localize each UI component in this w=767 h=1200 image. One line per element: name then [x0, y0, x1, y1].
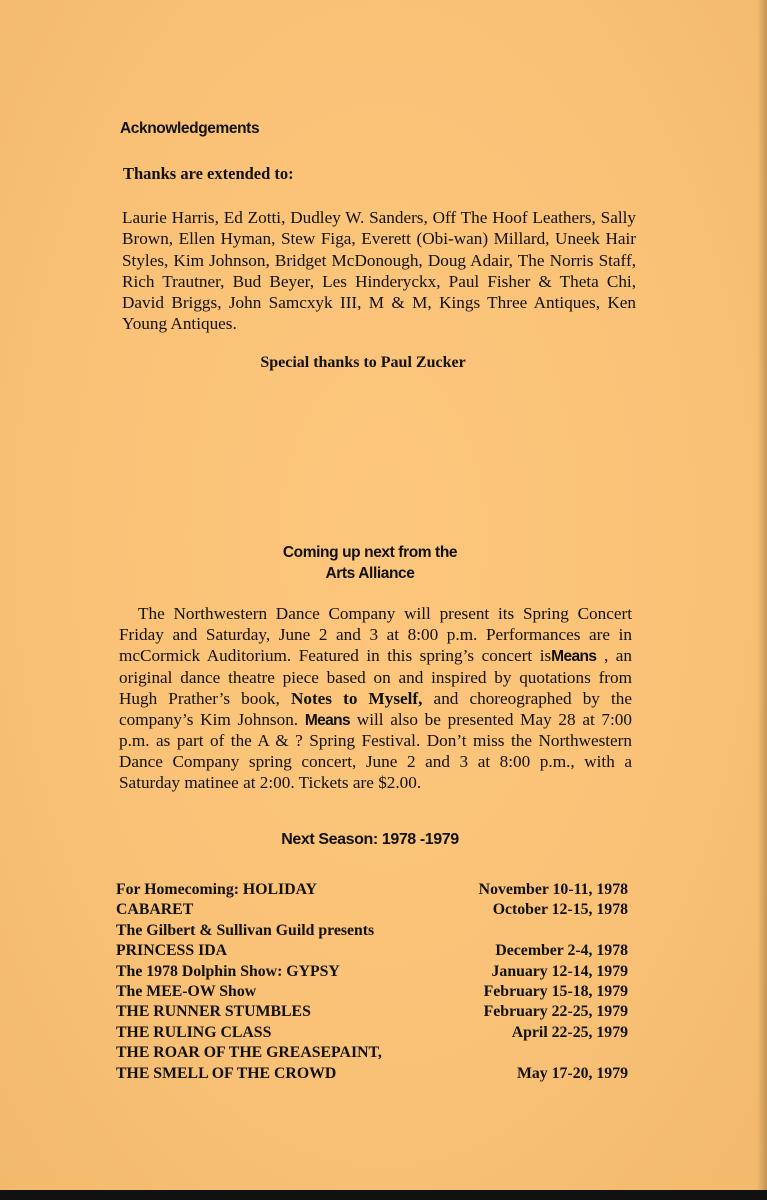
announcement-text-4: will also be presented May 28 at 7:00 p.m. as part of the A & ? Spring Festival. Don’t miss the Northwestern Dance Company spring concert, June 2 and 3 at 8:00 p.m., with a Saturday matinee at 2:00. Tickets are $2.00.	[119, 709, 632, 793]
announcement-text-2: , an original dance theatre piece based on and inspired by quotations from Hugh Prather’s book,	[119, 645, 632, 708]
special-thanks: Special thanks to Paul Zucker	[260, 354, 466, 371]
show-dates: February 15-18, 1979	[483, 982, 628, 1000]
season-row	[116, 921, 628, 941]
coming-up-heading-line1: Coming up next from the	[282, 544, 458, 561]
dance-concert-announcement	[119, 604, 632, 794]
show-title: For Homecoming: HOLIDAY	[116, 881, 317, 898]
season-row	[116, 900, 628, 920]
show-dates: April 22-25, 1979	[511, 1023, 628, 1041]
thanks-extended-heading: Thanks are extended to:	[123, 164, 294, 183]
show-title: THE SMELL OF THE CROWD	[116, 1064, 337, 1082]
show-dates: December 2-4, 1978	[495, 942, 628, 960]
scan-bottom-border	[0, 1190, 767, 1200]
means-title: Means	[551, 647, 597, 665]
acknowledgements-heading: Acknowledgements	[120, 120, 260, 137]
show-title: THE RULING CLASS	[116, 1023, 272, 1041]
show-dates: February 22-25, 1979	[483, 1003, 628, 1021]
show-title: THE RUNNER STUMBLES	[116, 1003, 311, 1021]
coming-up-heading-line2: Arts Alliance	[325, 565, 415, 582]
page-edge-shadow	[757, 0, 767, 1190]
acknowledgements-body: Laurie Harris, Ed Zotti, Dudley W. Sanders, Off The Hoof Leathers, Sally Brown, Ellen Hyman, Stew Figa, Everett (Obi-wan) Millard, Uneek Hair Styles, Kim Johnson, Bridget McDonough, Doug Adair, The Norris Staff, Rich Trautner, Bud Beyer, Les Hinderyckx, Paul Fisher & Theta Chi, David Briggs, John Samcxyk III, M & M, Kings Three Antiques, Ken Young Antiques.	[122, 208, 636, 334]
coming-up-heading	[122, 542, 618, 584]
show-title: PRINCESS IDA	[116, 942, 228, 960]
show-title: The 1978 Dolphin Show: GYPSY	[116, 962, 340, 980]
season-row	[116, 1064, 628, 1084]
season-row	[116, 982, 628, 1002]
show-dates: October 12-15, 1978	[492, 901, 628, 919]
announcement-text-3: and choreographed by the company’s Kim Johnson.	[119, 688, 633, 729]
show-title: THE ROAR OF THE GREASEPAINT,	[116, 1044, 382, 1062]
next-season-heading: Next Season: 1978 -1979	[281, 831, 459, 848]
season-row	[116, 1023, 628, 1043]
season-row	[116, 941, 628, 961]
season-row	[116, 880, 628, 900]
show-dates: May 17-20, 1979	[516, 1064, 628, 1082]
show-dates: January 12-14, 1979	[491, 962, 628, 980]
book-title: Notes to Myself,	[290, 688, 423, 708]
means-title: Means	[304, 711, 351, 729]
season-schedule	[116, 880, 628, 1084]
season-row	[116, 1002, 628, 1022]
season-row	[116, 962, 628, 982]
season-row	[116, 1043, 628, 1063]
show-title: CABARET	[116, 901, 194, 919]
show-dates: November 10-11, 1978	[478, 881, 628, 898]
show-title: The Gilbert & Sullivan Guild presents	[116, 921, 375, 939]
show-title: The MEE-OW Show	[116, 982, 257, 1000]
announcement-text-1: The Northwestern Dance Company will present its Spring Concert Friday and Saturday, June 2 and 3 at 8:00 p.m. Performances are in mcCormick Auditorium. Featured in this spring’s concert is	[119, 604, 632, 665]
